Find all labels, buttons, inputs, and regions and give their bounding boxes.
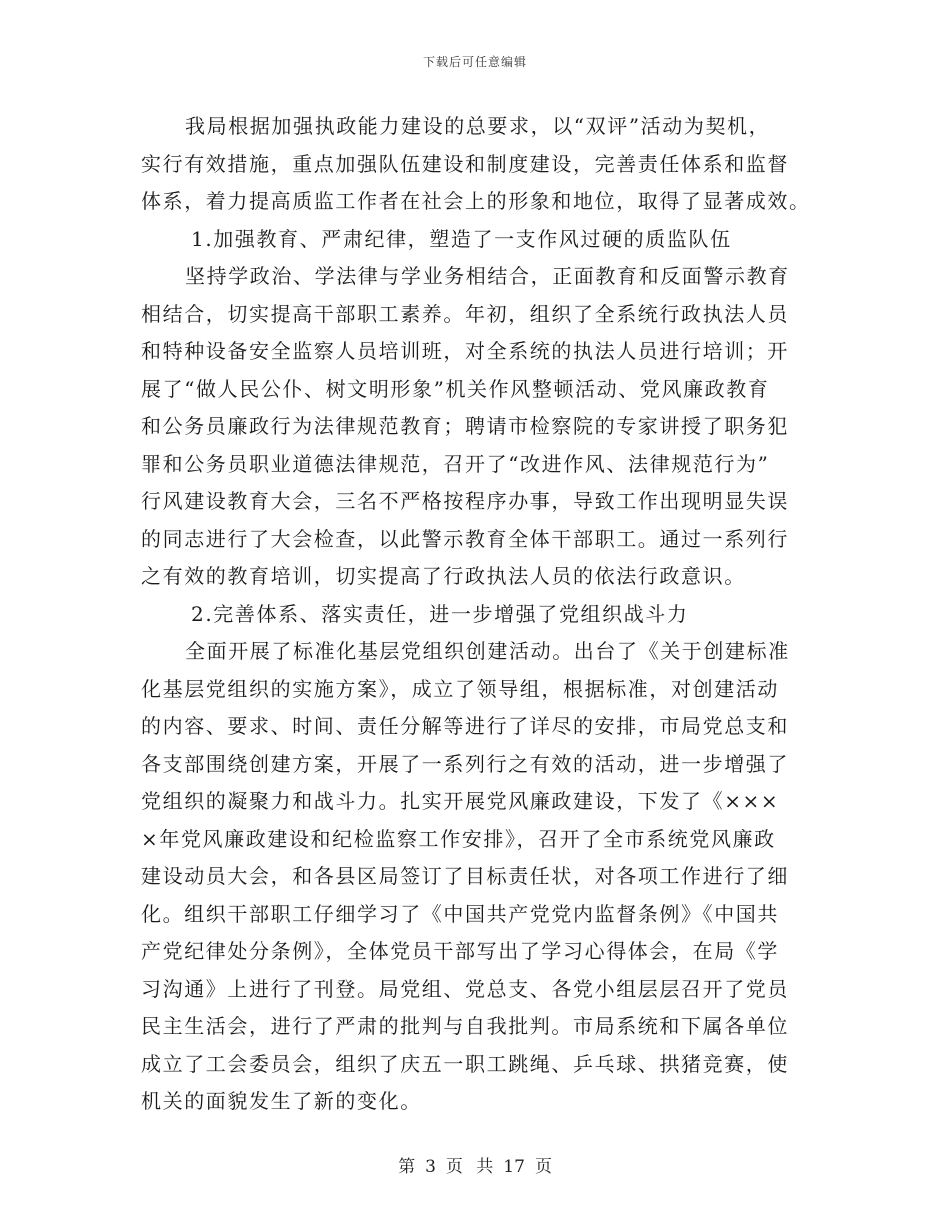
paragraph-line: 机关的面貌发生了新的变化。 [141, 1089, 422, 1113]
paragraph-line: 各支部围绕创建方案，开展了一系列行之有效的活动，进一步增强了 [141, 751, 789, 776]
paragraph-line: 全面开展了标准化基层党组织创建活动。出台了《关于创建标准 [185, 639, 790, 663]
paragraph-line: 体系，着力提高质监工作者在社会上的形象和地位，取得了显著成效。 [141, 189, 811, 213]
paragraph-line: 和公务员廉政行为法律规范教育；聘请市检察院的专家讲授了职务犯 [141, 414, 789, 438]
paragraph-line: 的同志进行了大会检查，以此警示教育全体干部职工。通过一系列行 [141, 526, 789, 551]
paragraph-line: 我局根据加强执政能力建设的总要求，以“双评”活动为契机， [185, 114, 771, 138]
current-page-number: 3 [425, 1157, 436, 1177]
paragraph-line: 之有效的教育培训，切实提高了行政执法人员的依法行政意识。 [141, 564, 746, 588]
paragraph-line: 习沟通》上进行了刊登。局党组、党总支、各党小组层层召开了党员 [141, 976, 789, 1001]
paragraph-line: 和特种设备安全监察人员培训班，对全系统的执法人员进行培训；开 [141, 339, 789, 363]
footer-suffix: 页 [534, 1157, 552, 1177]
paragraph-line: 行风建设教育大会，三名不严格按程序办事，导致工作出现明显失误 [141, 489, 789, 513]
paragraph-line: 化。组织干部职工仔细学习了《中国共产党党内监督条例》《中国共 [141, 901, 779, 926]
page-number-footer [0, 1152, 950, 1177]
footer-middle: 页 共 [445, 1157, 494, 1177]
paragraph-line: 成立了工会委员会，组织了庆五一职工跳绳、乒乓球、拱猪竞赛，使 [141, 1051, 789, 1076]
footer-prefix: 第 [398, 1157, 416, 1177]
header-note: 下载后可任意编辑 [422, 55, 527, 69]
paragraph-line: 实行有效措施，重点加强队伍建设和制度建设，完善责任体系和监督 [141, 151, 789, 176]
paragraph-line: 的内容、要求、时间、责任分解等进行了详尽的安排，市局党总支和 [141, 714, 789, 738]
paragraph-line: 党组织的凝聚力和战斗力。扎实开展党风廉政建设，下发了《××× [141, 789, 780, 813]
paragraph-line: 坚持学政治、学法律与学业务相结合，正面教育和反面警示教育 [185, 264, 790, 288]
section-heading-1: 1.加强教育、严肃纪律，塑造了一支作风过硬的质监队伍 [191, 226, 732, 251]
paragraph-line: ×年党风廉政建设和纪检监察工作安排》，召开了全市系统党风廉政 [141, 826, 776, 851]
paragraph-line: 相结合，切实提高干部职工素养。年初，组织了全系统行政执法人员 [141, 301, 789, 326]
total-page-number: 17 [503, 1157, 525, 1177]
paragraph-line: 罪和公务员职业道德法律规范，召开了“改进作风、法律规范行为” [141, 451, 770, 476]
paragraph-line: 产党纪律处分条例》，全体党员干部写出了学习心得体会，在局《学 [141, 939, 779, 963]
document-body [141, 108, 811, 1121]
paragraph-line: 化基层党组织的实施方案》，成立了领导组，根据标准，对创建活动 [141, 676, 779, 701]
paragraph-line: 展了“做人民公仆、树文明形象”机关作风整顿活动、党风廉政教育 [141, 376, 770, 401]
paragraph-line: 建设动员大会，和各县区局签订了目标责任状，对各项工作进行了细 [141, 864, 789, 888]
section-heading-2: 2.完善体系、落实责任，进一步增强了党组织战斗力 [191, 601, 689, 626]
paragraph-line: 民主生活会，进行了严肃的批判与自我批判。市局系统和下属各单位 [141, 1014, 789, 1038]
